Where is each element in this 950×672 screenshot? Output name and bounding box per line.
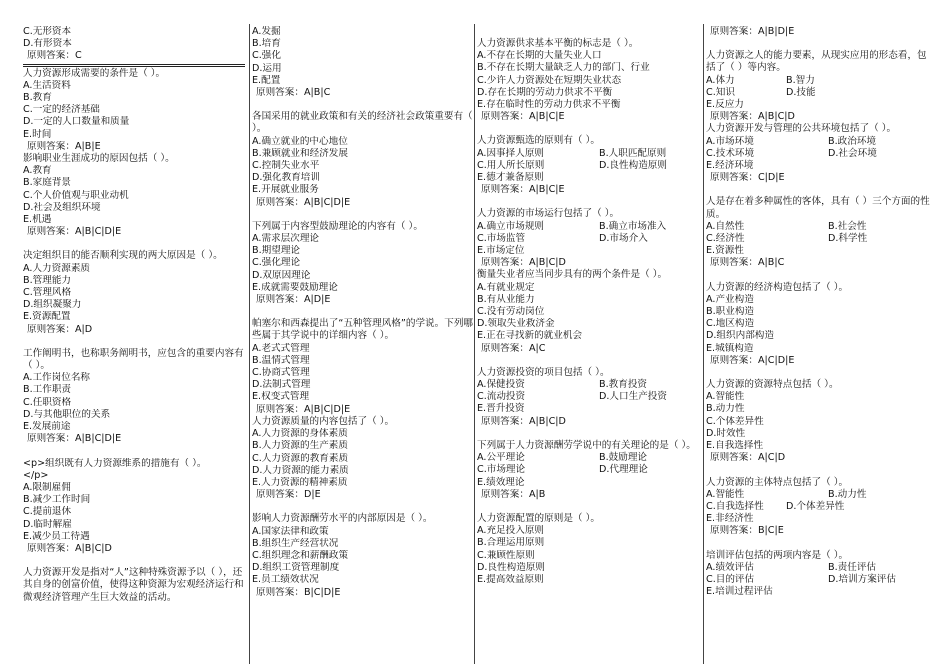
option: E.晋升投资 (477, 403, 525, 415)
option: A.智能性 (706, 488, 745, 500)
option: D.培训方案评估 (828, 573, 896, 585)
option: E.开展就业服务 (252, 184, 319, 196)
option-row (706, 489, 932, 501)
option-row (706, 148, 932, 160)
option: B.减少工作时间 (23, 494, 91, 506)
question-stem: 人力资源开发是指对“人”这种特殊资源予以（ ），还其自身的创富价值，使得这种资源为宏观经济运行和微观经济管理产生巨大效益的活动。 (23, 567, 244, 603)
option: D.良性构造原则 (599, 159, 667, 171)
option: D.人力资源的能力素质 (252, 464, 349, 476)
answer: 原则答案：D|E (256, 489, 321, 501)
option: C.个体差异性 (706, 415, 764, 427)
option-row (477, 221, 703, 233)
option: E.人力资源的精神素质 (252, 476, 348, 488)
option: B.人职匹配原则 (599, 147, 667, 159)
answer: 原则答案：B|C|D|E (256, 586, 341, 598)
option: A.因事择人原则 (477, 147, 545, 159)
option-row (706, 233, 932, 245)
option-row (706, 574, 932, 586)
option: D.社会环境 (828, 147, 877, 159)
option-row (477, 452, 703, 464)
option: A.确立市场规则 (477, 220, 545, 232)
option: E.发展前途 (23, 421, 71, 433)
option: A.智能性 (706, 391, 745, 403)
option: E.非经济性 (706, 513, 754, 525)
option: A.绩效评估 (706, 561, 754, 573)
question-stem: 人力资源的主体特点包括了（ ）。 (706, 476, 849, 488)
option: C.自我选择性 (706, 500, 764, 512)
option: B.教育投资 (599, 379, 648, 391)
option: A.人力资源素质 (23, 262, 91, 274)
option: A.工作岗位名称 (23, 372, 91, 384)
option: E.城镇构造 (706, 342, 754, 354)
option-row (477, 391, 703, 403)
question-stem: 帕塞尔和西森提出了“五种管理风格”的学说。下列哪些属于其学说中的详细内容（ ）。 (252, 318, 474, 342)
column-1 (23, 26, 249, 666)
question-stem: 人力资源投资的项目包括（ ）。 (477, 366, 610, 378)
question-stem: 人力资源的资源特点包括（ ）。 (706, 379, 839, 391)
option: E.资源配置 (23, 311, 71, 323)
option-row (477, 148, 703, 160)
question-stem: 影响人力资源酬劳水平的内部原因是（ ）。 (252, 513, 433, 525)
option: B.动力性 (706, 403, 745, 415)
column-divider (474, 24, 475, 664)
option: A.需求层次理论 (252, 233, 320, 245)
option: B.培育 (252, 38, 281, 50)
answer: 原则答案：C (27, 50, 82, 62)
option: D.时效性 (706, 427, 746, 439)
option: E.机遇 (23, 214, 52, 226)
option: D.组织凝聚力 (23, 299, 82, 311)
option: B.管理能力 (23, 274, 72, 286)
option: D.领取失业救济金 (477, 318, 555, 330)
option: C.没有劳动岗位 (477, 306, 545, 318)
option-row (477, 233, 703, 245)
answer: 原则答案：A|B|C|D (481, 257, 566, 269)
option: A.自然性 (706, 220, 745, 232)
option: A.限制雇佣 (23, 481, 71, 493)
option: B.期望理论 (252, 245, 301, 257)
question-stem: 人力资源形成需要的条件是（ ）。 (23, 67, 166, 79)
answer: 原则答案：A|B|C|D|E (256, 403, 351, 415)
option: C.市场监管 (477, 232, 526, 244)
option: D.代理理论 (599, 464, 648, 476)
option-row (477, 160, 703, 172)
answer: 原则答案：A|B|C|E (481, 111, 565, 123)
option: D.科学性 (828, 233, 868, 245)
option-row (706, 160, 932, 172)
option: C.经济性 (706, 233, 745, 245)
option: A.产业构造 (706, 293, 754, 305)
option: B.责任评估 (828, 561, 877, 573)
column-2 (252, 26, 474, 666)
question-stem: </p> (23, 469, 49, 481)
option: C.技术环境 (706, 147, 755, 159)
option: C.任职资格 (23, 396, 72, 408)
option-row (706, 245, 932, 257)
option-row (477, 477, 703, 489)
question-stem: 决定组织目的能否顺利实现的两大原因是（ ）。 (23, 250, 223, 262)
option: C.市场理论 (477, 464, 526, 476)
option-row (477, 464, 703, 476)
question-stem: 人力资源配置的原则是（ ）。 (477, 512, 600, 524)
option: E.存在临时性的劳动力供求不平衡 (477, 99, 621, 111)
option: C.目的评估 (706, 573, 755, 585)
answer: 原则答案：A|B|C|D|E (256, 196, 351, 208)
option: B.温情式管理 (252, 354, 310, 366)
option: A.人力资源的身体素质 (252, 428, 348, 440)
option: D.组织工资管理制度 (252, 562, 340, 574)
answer: 原则答案：A|B|C|E (481, 184, 565, 196)
option: B.鼓励理论 (599, 452, 648, 464)
option: C.地区构造 (706, 318, 755, 330)
answer: 原则答案：A|B|D|E (710, 26, 795, 37)
question-stem: 工作阐明书，也称职务阐明书，应包含的重要内容有（ ）。 (23, 347, 244, 372)
question-stem: 人力资源的市场运行包括了（ ）。 (477, 208, 620, 220)
option-row (706, 513, 932, 525)
option-row (706, 586, 932, 598)
option: B.社会性 (828, 220, 867, 232)
question-stem: 人力资源甄选的原则有（ ）。 (477, 135, 600, 147)
option: D.有形资本 (23, 38, 72, 50)
option: C.一定的经济基础 (23, 104, 100, 116)
option: E.员工绩效状况 (252, 574, 319, 586)
option: E.经济环境 (706, 160, 754, 172)
option: D.运用 (252, 62, 282, 74)
answer: 原则答案：A|C|D|E (710, 354, 795, 366)
option: B.合理运用原则 (477, 537, 545, 549)
section-rule (23, 64, 245, 67)
option-row (706, 562, 932, 574)
question-stem: 人力资源供求基本平衡的标志是（ ）。 (477, 38, 639, 49)
option: D.良性构造原则 (477, 561, 545, 573)
option-row (477, 379, 703, 391)
option: C.人力资源的教育素质 (252, 452, 349, 464)
column-4 (706, 26, 932, 666)
question-stem: <p>组织既有人力资源维系的措施有（ ）。 (23, 457, 207, 469)
option: C.强化 (252, 50, 281, 62)
option: C.管理风格 (23, 287, 72, 299)
question-stem: 人是存在着多种属性的客体，具有（ ）三个方面的性质。 (706, 196, 930, 220)
option: A.国家法律和政策 (252, 525, 329, 537)
option: A.确立就业的中心地位 (252, 135, 348, 147)
option: A.不存在长期的大量失业人口 (477, 50, 602, 62)
option: A.生活资料 (23, 79, 71, 91)
option: C.协商式管理 (252, 367, 310, 379)
option: C.流动投资 (477, 391, 526, 403)
column-3 (477, 26, 703, 666)
option: D.存在长期的劳动力供求不平衡 (477, 86, 613, 98)
option: C.少许人力资源处在短期失业状态 (477, 74, 622, 86)
answer: 原则答案：A|B|C (256, 87, 331, 99)
answer: 原则答案：A|B|C|D|E (27, 433, 122, 445)
option: E.培训过程评估 (706, 586, 773, 598)
option: E.自我选择性 (706, 440, 764, 452)
option: B.动力性 (828, 488, 867, 500)
option: B.政治环境 (828, 135, 877, 147)
option: A.体力 (706, 74, 735, 86)
answer: 原则答案：B|C|E (710, 525, 784, 537)
option: B.家庭背景 (23, 177, 72, 189)
option: E.时间 (23, 128, 52, 140)
question-stem: 下列属于内容型鼓励理论的内容有（ ）。 (252, 220, 423, 232)
option: B.人力资源的生产素质 (252, 440, 348, 452)
option: E.正在寻找新的就业机会 (477, 330, 583, 342)
question-stem: 人力资源质量的内容包括了（ ）。 (252, 415, 395, 427)
question-stem: 人力资源的经济构造包括了（ ）。 (706, 281, 849, 293)
column-divider (703, 24, 704, 664)
option-row (477, 403, 703, 415)
option: E.权变式管理 (252, 391, 310, 403)
answer: 原则答案：A|B|C|D (710, 111, 795, 123)
option: D.双原因理论 (252, 269, 311, 281)
option: C.个人价值观与职业动机 (23, 189, 129, 201)
option: D.与其他职位的关系 (23, 408, 111, 420)
question-stem: 培训评估包括的两项内容是（ ）。 (706, 549, 849, 561)
option: B.确立市场准入 (599, 220, 667, 232)
option-row (477, 245, 703, 257)
option: C.组织理念和薪酬政策 (252, 549, 349, 561)
answer: 原则答案：A|B|E (27, 140, 101, 152)
option-row (706, 501, 932, 513)
option: D.强化教育培训 (252, 172, 320, 184)
option: E.资源性 (706, 245, 744, 257)
option: E.成就需要鼓励理论 (252, 281, 338, 293)
option: D.技能 (786, 86, 816, 98)
option: D.市场介入 (599, 232, 648, 244)
option-row (477, 172, 703, 184)
answer: 原则答案：A|D|E (256, 294, 331, 306)
option: C.提前退休 (23, 506, 72, 518)
option: A.市场环境 (706, 135, 754, 147)
option-row (706, 75, 932, 87)
option: D.一定的人口数量和质量 (23, 116, 130, 128)
option: B.工作职责 (23, 384, 72, 396)
option: B.组织生产经营状况 (252, 537, 339, 549)
option: D.人口生产投资 (599, 391, 667, 403)
option: D.社会及组织环境 (23, 201, 101, 213)
answer: 原则答案：A|B|C (710, 257, 785, 269)
option: C.控制失业水平 (252, 160, 320, 172)
option: D.组织内部构造 (706, 330, 774, 342)
option: E.配置 (252, 74, 281, 86)
option-row (706, 99, 932, 111)
answer: 原则答案：A|B|C|D (27, 542, 112, 554)
option: C.无形资本 (23, 26, 72, 37)
answer: 原则答案：C|D|E (710, 172, 785, 184)
option-row (706, 87, 932, 99)
option: B.职业构造 (706, 306, 755, 318)
answer: 原则答案：A|C|D (710, 452, 786, 464)
option: A.老式式管理 (252, 342, 310, 354)
option: A.充足投入原则 (477, 525, 545, 537)
option: B.智力 (786, 74, 815, 86)
option: B.有从业能力 (477, 293, 535, 305)
option: C.兼顾性原则 (477, 549, 535, 561)
option: E.反应力 (706, 99, 744, 111)
option-row (706, 221, 932, 233)
option: C.知识 (706, 86, 735, 98)
option: E.提高效益原则 (477, 573, 544, 585)
option: E.德才兼备原则 (477, 172, 544, 184)
option: B.兼顾就业和经济发展 (252, 147, 348, 159)
answer: 原则答案：A|D (27, 323, 93, 335)
option: E.减少员工待遇 (23, 530, 90, 542)
question-stem: 人力资源开发与管理的公共环境包括了（ ）。 (706, 123, 897, 135)
option: C.强化理论 (252, 257, 301, 269)
option: B.不存在长期大量缺乏人力的部门、行业 (477, 62, 650, 74)
option: A.发掘 (252, 26, 281, 37)
answer: 原则答案：A|B (481, 488, 546, 500)
option: E.市场定位 (477, 245, 525, 257)
option: A.保健投资 (477, 379, 525, 391)
answer: 原则答案：A|B|C|D (481, 415, 566, 427)
option: D.临时解雇 (23, 518, 72, 530)
option: B.教育 (23, 92, 52, 104)
option: A.教育 (23, 165, 52, 177)
option: C.用人所长原则 (477, 159, 545, 171)
option-row (706, 136, 932, 148)
answer: 原则答案：A|B|C|D|E (27, 226, 122, 238)
option: A.公平理论 (477, 452, 525, 464)
question-stem: 人力资源之人的能力要素，从现实应用的形态看，包括了（ ）等内容。 (706, 50, 927, 74)
question-stem: 影响职业生涯成功的原因包括（ ）。 (23, 153, 175, 165)
option: A.有就业规定 (477, 281, 535, 293)
option: D.法制式管理 (252, 379, 311, 391)
option: D.个体差异性 (786, 500, 845, 512)
question-stem: 衡量失业者应当同步具有的两个条件是（ ）。 (477, 269, 668, 281)
option: E.绩效理论 (477, 476, 525, 488)
question-stem: 各国采用的就业政策和有关的经济社会政策重要有（ ）。 (252, 111, 473, 135)
question-stem: 下列属于人力资源酬劳学说中的有关理论的是（ ）。 (477, 439, 696, 451)
column-divider (249, 24, 250, 664)
answer: 原则答案：A|C (481, 342, 546, 354)
